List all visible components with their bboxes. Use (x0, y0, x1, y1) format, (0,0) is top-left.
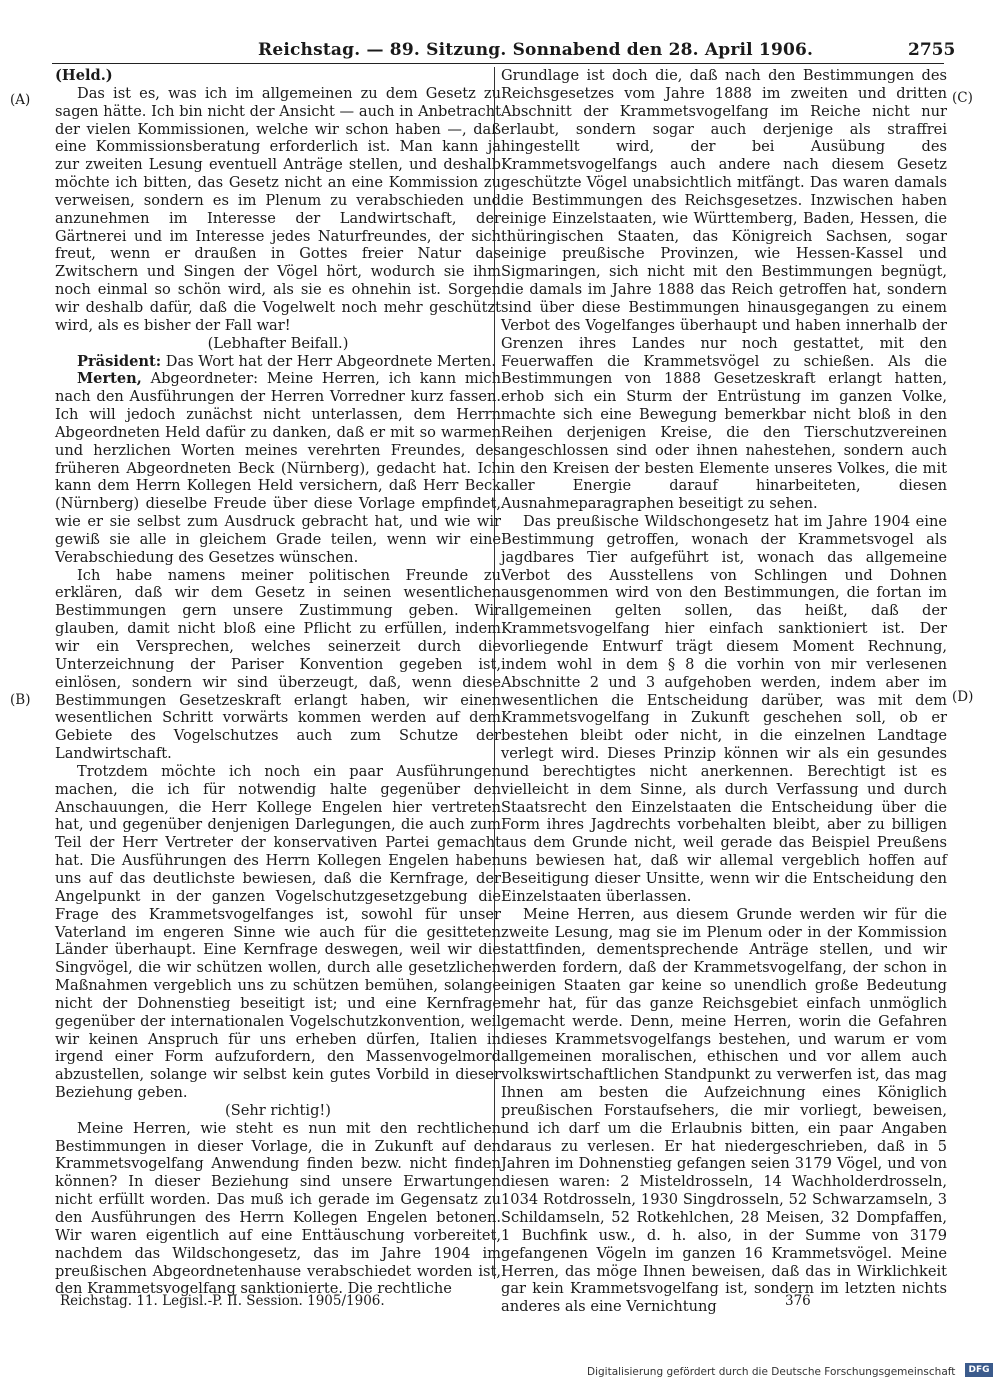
paragraph: Das ist es, was ich im allgemeinen zu dem Gesetz zu sagen hätte. Ich bin nicht der Ansicht — auch in Anbetracht der vielen Kommissionen, welche wir schon haben —, daß eine Kommissionsberatung erforderlich ist. Man kann ja zur zweiten Lesung eventuell Anträge stellen, und deshalb möchte ich bitten, das Gesetz nicht an eine Kommission zu verweisen, sondern es im Plenum zu verabschieden und anzunehmen im Interesse der Landwirtschaft, der Gärtnerei und im Interesse jedes Naturfreundes, der sich freut, wenn er draußen in Gottes freier Natur das Zwitschern und Singen der Vögel hört, wodurch sie ihm noch einmal so schön wird, als sie es ohnehin ist. Sorgen wir deshalb dafür, daß die Vogelwelt noch mehr geschützt wird, als es bisher der Fall war! (55, 84, 501, 334)
paragraph (55, 370, 501, 566)
applause-note: (Sehr richtig!) (225, 1101, 331, 1119)
speaker-name: Präsident: (77, 352, 162, 370)
margin-mark-b: (B) (10, 692, 31, 708)
margin-mark-a: (A) (10, 92, 31, 108)
left-column (55, 67, 501, 1298)
paragraph (55, 353, 501, 371)
right-column (501, 67, 947, 1316)
paragraph: Das preußische Wildschongesetz hat im Jahre 1904 eine Bestimmung getroffen, wonach der Krammetsvogel als jagdbares Tier aufgeführt ist, wonach das allgemeine Verbot des Ausstellens von Schlingen und Dohnen ausgenommen wird von den Bestimmungen, die fortan im allgemeinen gelten sollen, das heißt, daß der Krammetsvogelfang hier einfach sanktioniert ist. Der vorliegende Entwurf trägt diesem Moment Rechnung, indem wohl in dem § 8 die vorhin von mir verlesenen Abschnitte 2 und 3 aufgehoben werden, indem aber im wesentlichen die Entscheidung darüber, was mit dem Krammetsvogelfang in Zukunft geschehen soll, ob er bestehen bleibt oder nicht, in die einzelnen Landtage verlegt wird. Dieses Prinzip können wir als ein gesundes und berechtigtes nicht anerkennen. Berechtigt ist es vielleicht in dem Sinne, als durch Verfassung und durch Staatsrecht den Einzelstaaten die Entscheidung über die Form ihres Jagdrechts vorbehalten bleibt, aber zu billigen aus dem Grunde nicht, weil gerade das Beispiel Preußens uns bewiesen hat, daß wir allemal vergeblich hoffen auf Beseitigung dieser Unsitte, wenn wir die Entscheidung den Einzelstaaten überlassen. (501, 513, 947, 905)
paragraph: Ich habe namens meiner politischen Freunde zu erklären, daß wir dem Gesetz in seinen wesentlichen Bestimmungen gern unsere Zustimmung geben. Wir glauben, damit nicht bloß eine Pflicht zu erfüllen, indem wir ein Versprechen, welches seinerzeit durch die Unterzeichnung der Pariser Konvention gegeben ist, einlösen, sondern wir sind überzeugt, daß, wenn diese Bestimmungen Gesetzeskraft erlangt haben, wir einen wesentlichen Schritt vorwärts kommen werden auf dem Gebiete des Vogelschutzes auch zum Schutze der Landwirtschaft. (55, 566, 501, 763)
speaker-tag: (Held.) (55, 67, 113, 84)
dfg-logo: DFG (965, 1363, 993, 1377)
paragraph: Meine Herren, aus diesem Grunde werden wir für die zweite Lesung, mag sie im Plenum oder in der Kommission stattfinden, dementsprechende Anträge stellen, und wir werden fordern, daß der Krammetsvogelfang, der schon in einigen Staaten gar keine so unendlich große Bedeutung mehr hat, für das ganze Reichsgebiet einfach unmöglich gemacht werde. Denn, meine Herren, worin die Gefahren dieses Krammetsvogelfangs bestehen, und warum er vom allgemeinen moralischen, ethischen und vor allem auch volkswirtschaftlichen Standpunkt zu verwerfen ist, das mag Ihnen am besten die Aufzeichnung eines Königlich preußischen Forstaufsehers, die mir vorliegt, beweisen, und ich darf um die Erlaubnis bitten, ein paar Angaben daraus zu verlesen. Er hat niedergeschrieben, daß in 5 Jahren im Dohnenstieg gefangen seien 3179 Vögel, und von diesen waren: 2 Misteldrosseln, 14 Wachholderdrosseln, 1034 Rotdrosseln, 1930 Singdrosseln, 52 Schwarzamseln, 3 Schildamseln, 52 Rotkehlchen, 28 Meisen, 32 Dompfaffen, 1 Buchfink usw., d. h. also, in der Summe von 3179 gefangenen Vögeln im ganzen 16 Krammetsvögel. Meine Herren, das möge Ihnen beweisen, daß das in Wirklichkeit gar kein Krammetsvogelfang ist, sondern im letzten nichts anderes als eine Vernichtung (501, 905, 947, 1316)
footer-imprint: Reichstag. 11. Legisl.-P. II. Session. 1905/1906. (60, 1293, 385, 1309)
paragraph: Trotzdem möchte ich noch ein paar Ausführungen machen, die ich für notwendig halte gegenüber den Anschauungen, die Herr Kollege Engelen hier vertreten hat, und gegenüber denjenigen Darlegungen, die auch zum Teil der Herr Vertreter der konservativen Partei gemacht hat. Die Ausführungen des Herrn Kollegen Engelen haben uns auf das deutlichste bewiesen, daß die Kernfrage, der Angelpunkt in der ganzen Vogelschutzgesetzgebung die Frage des Krammetsvogelfanges ist, sowohl für unser Vaterland im engeren Sinne wie auch für die gesitteten Länder überhaupt. Eine Kernfrage deswegen, weil wir die Singvögel, die wir schützen wollen, durch alle gesetzlichen Maßnahmen vergeblich uns zu schützen bemühen, solange nicht der Dohnenstieg beseitigt ist; und eine Kernfrage gegenüber der internationalen Vogelschutzkonvention, weil wir keinen Anspruch für uns erheben dürfen, Italien in irgend einer Form aufzufordern, den Massenvogelmord abzustellen, solange wir selbst kein gutes Vorbild in dieser Beziehung geben. (55, 762, 501, 1102)
margin-mark-c: (C) (952, 90, 973, 106)
applause-note: (Lebhafter Beifall.) (207, 334, 349, 352)
paragraph: Meine Herren, wie steht es nun mit den rechtlichen Bestimmungen in dieser Vorlage, die in Zukunft auf den Krammetsvogelfang Anwendung finden bezw. nicht finden können? In dieser Beziehung sind unsere Erwartungen nicht erfüllt worden. Das muß ich gerade im Gegensatz zu den Ausführungen des Herrn Kollegen Engelen betonen. Wir waren eigentlich auf eine Enttäuschung vorbereitet, nachdem das Wildschongesetz, das im Jahre 1904 im preußischen Abgeordnetenhause verabschiedet worden ist, den Krammetsvogelfang sanktionierte. Die rechtliche (55, 1119, 501, 1298)
header-rule (52, 63, 944, 64)
page-number: 2755 (908, 40, 956, 60)
speaker-name: Merten, (77, 370, 142, 388)
footer-sheet-number: 376 (785, 1293, 811, 1309)
paragraph-text: Abgeordneter: Meine Herren, ich kann mich nach den Ausführungen der Herren Vorredner kurz fassen. Ich will jedoch zunächst nicht unterlassen, dem Herrn Abgeordneten Held dafür zu danken, daß er mit so warmen und herzlichen Worten meines verehrten Freundes, des früheren Abgeordneten Beck (Nürnberg), gedacht hat. Ich kann dem Herrn Kollegen Held versichern, daß Herr Beck (Nürnberg) dieselbe Freude über diese Vorlage empfindet, wie er sie selbst zum Ausdruck gebracht hat, und wie wir gewiß sie alle in gleichem Grade teilen, wenn wir eine Verabschiedung des Gesetzes wünschen. (55, 370, 501, 566)
paragraph-text: Das Wort hat der Herr Abgeordnete Merten. (161, 352, 496, 370)
paragraph: Grundlage ist doch die, daß nach den Bestimmungen des Reichsgesetzes vom Jahre 1888 im zweiten und dritten Abschnitt der Krammetsvogelfang im Reiche nicht nur erlaubt, sondern sogar auch derjenige als straffrei hingestellt wird, der bei Ausübung des Krammetsvogelfangs auch andere nach diesem Gesetz geschützte Vögel unabsichtlich mitfängt. Das waren damals die Bestimmungen des Reichsgesetzes. Inzwischen haben einige Einzelstaaten, wie Württemberg, Baden, Hessen, die thüringischen Staaten, das Königreich Sachsen, sogar einige preußische Provinzen, wie Hessen-Kassel und Sigmaringen, sich nicht mit den Bestimmungen begnügt, die damals im Jahre 1888 das Reich getroffen hat, sondern sind über diese Bestimmungen hinausgegangen zu einem Verbot des Vogelfanges überhaupt und haben innerhalb der Grenzen ihres Landes nur noch gestattet, mit den Feuerwaffen die Krammetsvögel zu schießen. Als die Bestimmungen von 1888 Gesetzeskraft erlangt hatten, erhob sich ein Sturm der Entrüstung im ganzen Volke, machte sich eine Bewegung bemerkbar nicht bloß in den Reihen derjenigen Kreise, die den Tierschutzvereinen angeschlossen sind oder ihnen nahestehen, sondern auch in den Kreisen der besten Elemente unseres Volkes, die mit aller Energie darauf hinarbeiteten, diesen Ausnahmeparagraphen beseitigt zu sehen. (501, 67, 947, 513)
margin-mark-d: (D) (952, 689, 974, 705)
running-header: Reichstag. — 89. Sitzung. Sonnabend den 28. April 1906. (258, 40, 814, 60)
digitization-credit: Digitalisierung gefördert durch die Deutsche Forschungsgemeinschaft (587, 1366, 956, 1378)
